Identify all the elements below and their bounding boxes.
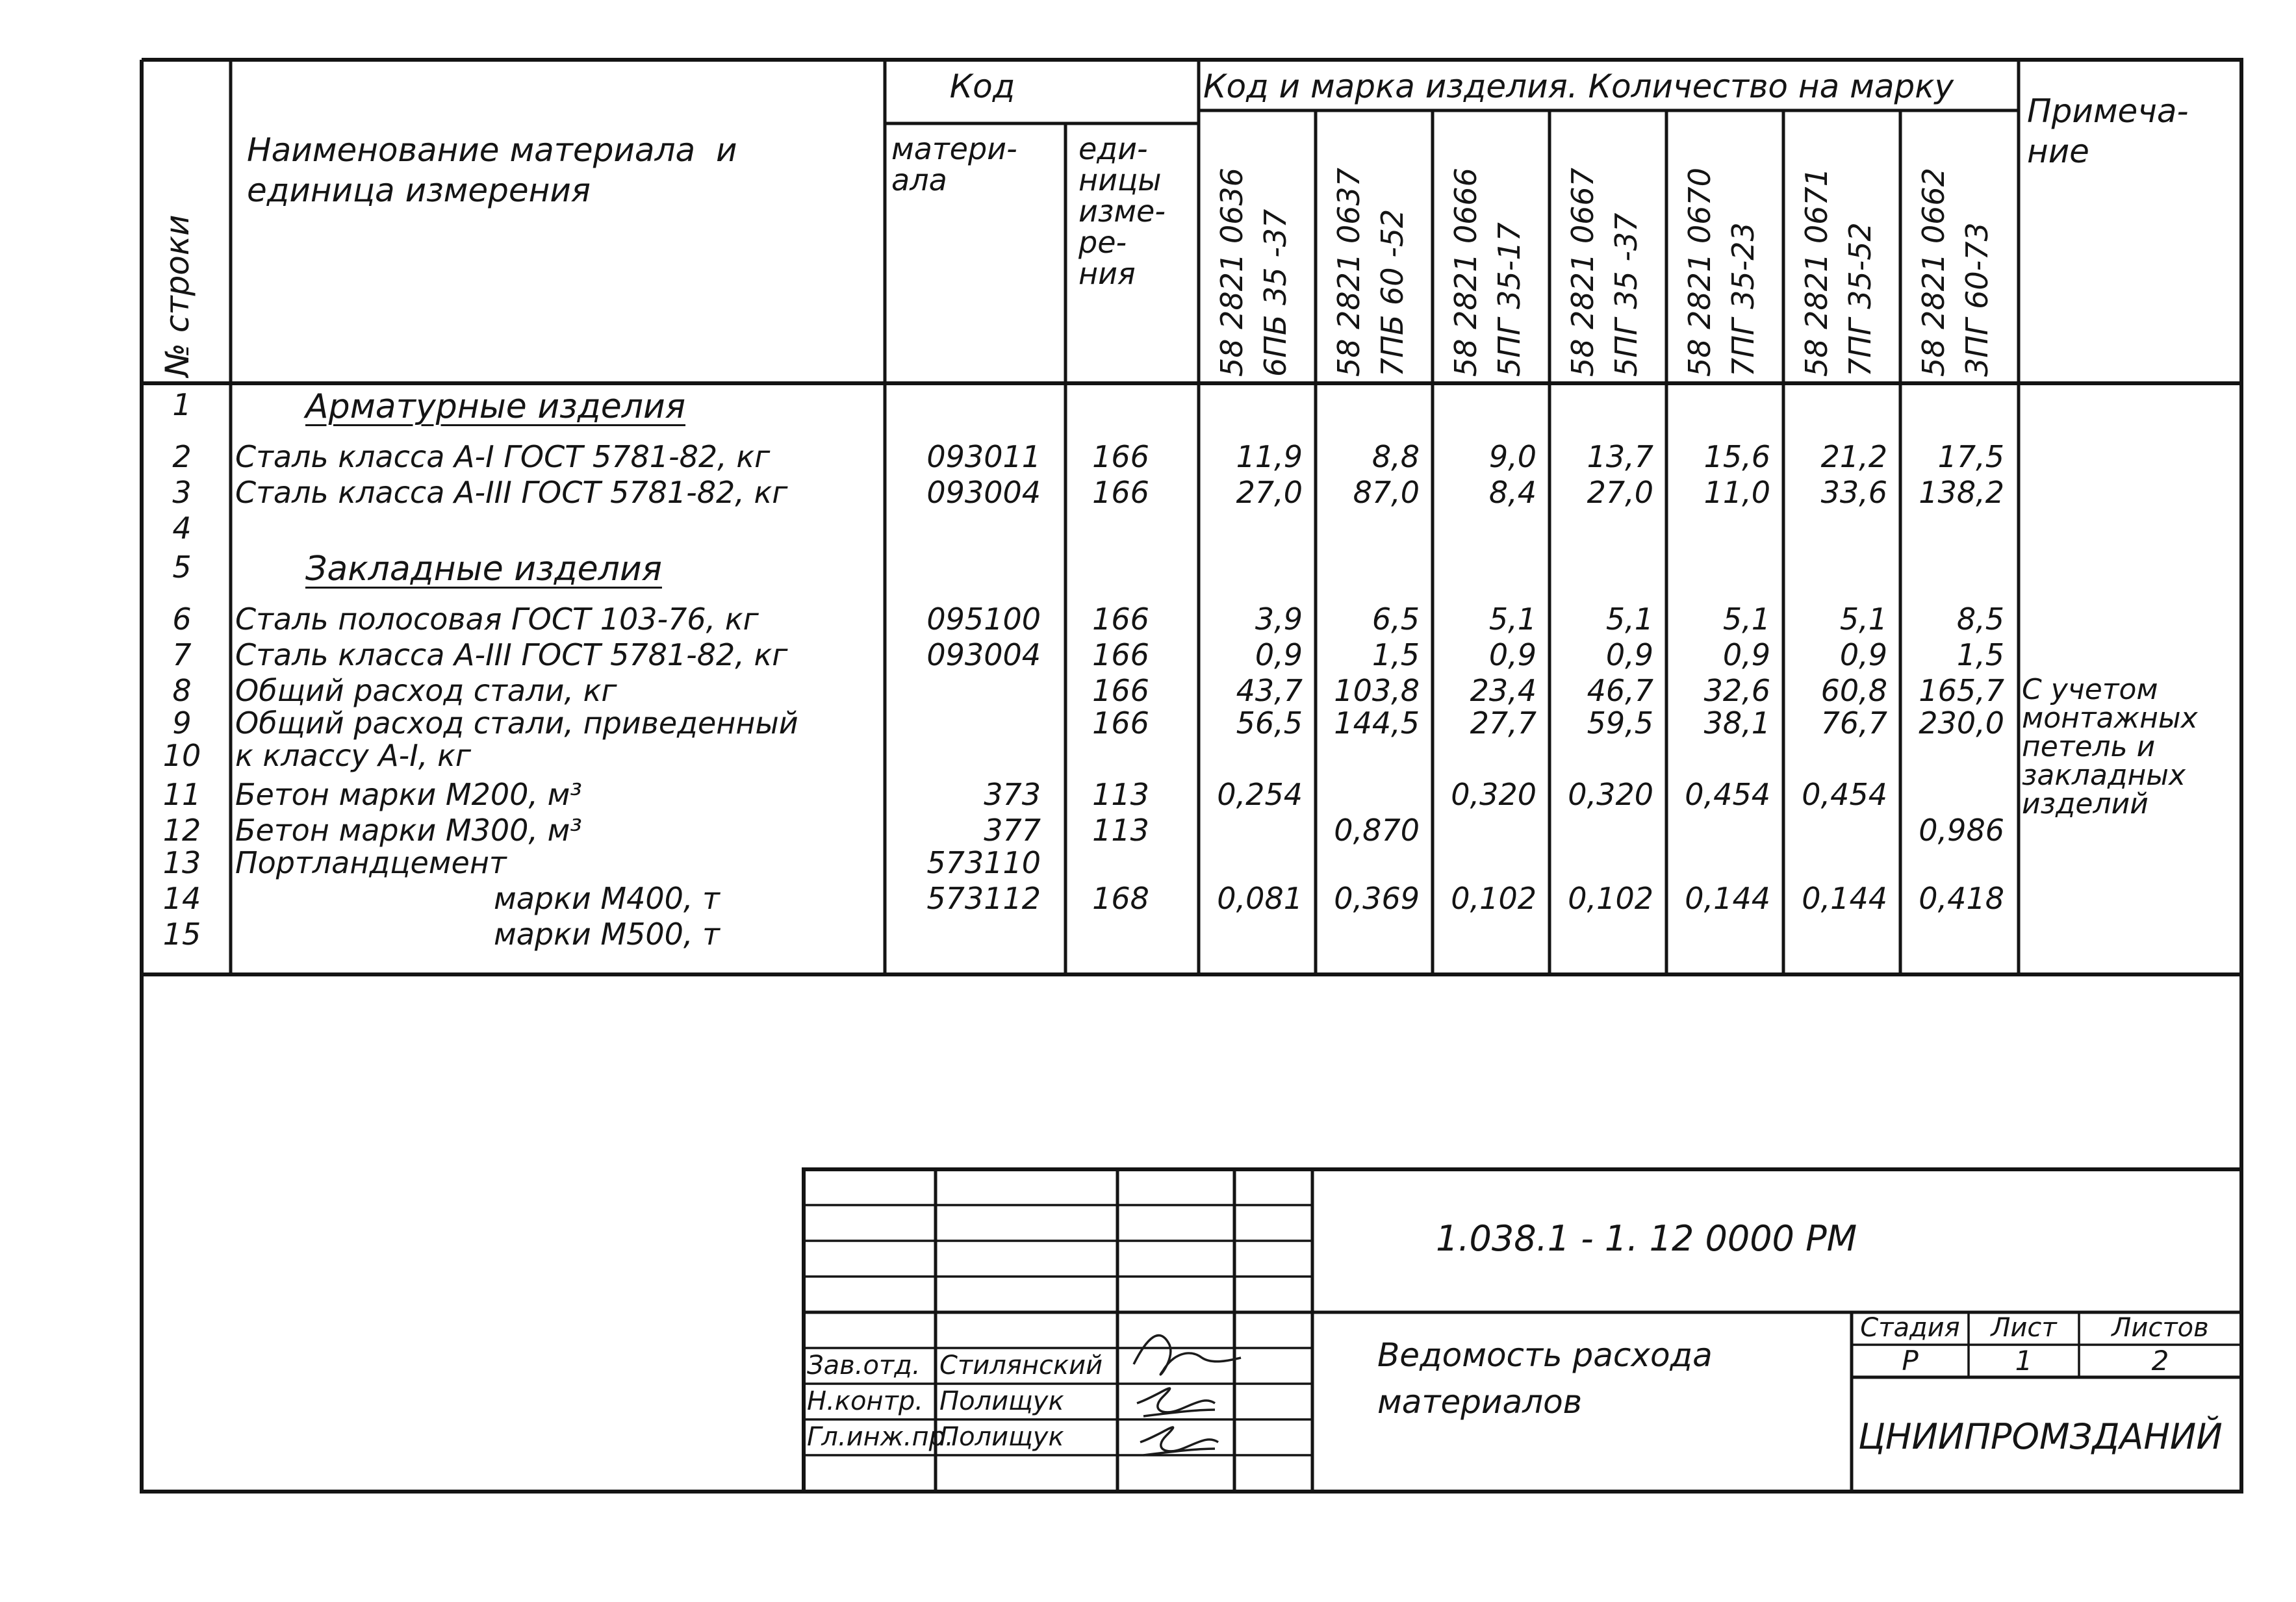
quantity-cell: 32,6	[1703, 673, 1770, 708]
mark-code-7: 58 2821 0662	[1916, 168, 1951, 377]
quantity-cell: 59,5	[1587, 706, 1653, 741]
stamp-role: Зав.отд.	[807, 1351, 921, 1380]
quantity-cell: 5,1	[1839, 602, 1887, 637]
row-number: 12	[162, 813, 201, 848]
quantity-cell: 5,1	[1722, 602, 1770, 637]
org-name: ЦНИИПРОМЗДАНИЙ	[1858, 1416, 2223, 1457]
quantity-cell: 21,2	[1820, 439, 1887, 474]
unit-code: 113	[1092, 777, 1149, 812]
mark-name-5: 7ПГ 35-23	[1726, 222, 1761, 377]
row-number: 14	[162, 881, 201, 916]
row-number: 2	[172, 439, 192, 474]
unit-code: 166	[1092, 439, 1149, 474]
material-code: 095100	[926, 602, 1041, 637]
quantity-cell: 0,081	[1217, 881, 1303, 916]
sheet-value: 1	[2015, 1345, 2033, 1377]
header-name: Наименование материала и единица измерения	[247, 131, 737, 209]
sheet-label: Лист	[1991, 1313, 2057, 1343]
quantity-cell: 3,9	[1255, 602, 1303, 637]
stamp-role: Н.контр.	[807, 1386, 923, 1416]
row-number: 8	[172, 673, 192, 708]
quantity-cell: 0,418	[1919, 881, 2004, 916]
quantity-cell: 0,102	[1568, 881, 1653, 916]
header-marks-title: Код и марка изделия. Количество на марку	[1203, 68, 1954, 105]
quantity-cell: 15,6	[1703, 439, 1770, 474]
quantity-cell: 43,7	[1236, 673, 1303, 708]
mark-name-2: 7ПБ 60 -52	[1375, 209, 1410, 377]
quantity-cell: 13,7	[1587, 439, 1653, 474]
quantity-cell: 0,9	[1839, 637, 1887, 672]
quantity-cell: 38,1	[1703, 706, 1770, 741]
quantity-cell: 8,4	[1488, 475, 1537, 510]
row-name: марки М500, т	[494, 917, 720, 952]
stamp-person-name: Стилянский	[939, 1351, 1103, 1380]
header-row-no: № строки	[159, 214, 196, 377]
quantity-cell: 60,8	[1820, 673, 1887, 708]
unit-code: 166	[1092, 673, 1149, 708]
section-title: Закладные изделия	[305, 550, 662, 589]
stage-value: Р	[1902, 1345, 1919, 1377]
row-number: 10	[162, 738, 201, 773]
quantity-cell: 0,870	[1334, 813, 1420, 848]
row-number: 15	[162, 917, 201, 952]
unit-code: 166	[1092, 706, 1149, 741]
mark-code-6: 58 2821 0671	[1799, 168, 1834, 377]
quantity-cell: 5,1	[1488, 602, 1537, 637]
quantity-cell: 0,144	[1685, 881, 1770, 916]
quantity-cell: 138,2	[1919, 475, 2004, 510]
quantity-cell: 56,5	[1236, 706, 1303, 741]
row-name: к классу А-I, кг	[235, 738, 472, 773]
stamp-person-name: Полищук	[939, 1386, 1064, 1416]
quantity-cell: 0,369	[1334, 881, 1420, 916]
row-name: марки М400, т	[494, 881, 720, 916]
material-code: 377	[984, 813, 1041, 848]
row-name: Общий расход стали, приведенный	[235, 706, 798, 741]
quantity-cell: 76,7	[1820, 706, 1887, 741]
stamp-person-name: Полищук	[939, 1422, 1064, 1452]
quantity-cell: 0,9	[1605, 637, 1653, 672]
doc-title: Ведомость расхода материалов	[1377, 1336, 1713, 1421]
note-text: С учетом монтажных петель и закладных изделий	[2022, 673, 2198, 820]
quantity-cell: 0,9	[1255, 637, 1303, 672]
header-code: Код	[949, 68, 1015, 105]
section-title: Арматурные изделия	[305, 387, 686, 426]
quantity-cell: 144,5	[1334, 706, 1420, 741]
quantity-cell: 0,144	[1802, 881, 1887, 916]
quantity-cell: 27,0	[1587, 475, 1653, 510]
mark-code-1: 58 2821 0636	[1214, 168, 1249, 377]
quantity-cell: 1,5	[1371, 637, 1420, 672]
sheets-label: Листов	[2111, 1313, 2209, 1343]
quantity-cell: 0,9	[1722, 637, 1770, 672]
row-name: Бетон марки М300, м³	[235, 813, 582, 848]
material-code: 573110	[926, 845, 1041, 880]
quantity-cell: 165,7	[1919, 673, 2004, 708]
quantity-cell: 0,320	[1451, 777, 1537, 812]
row-number: 3	[172, 475, 192, 510]
mark-name-4: 5ПГ 35 -37	[1609, 212, 1644, 377]
quantity-cell: 0,9	[1488, 637, 1537, 672]
material-code: 573112	[926, 881, 1041, 916]
mark-name-3: 5ПГ 35-17	[1492, 222, 1527, 377]
quantity-cell: 87,0	[1353, 475, 1420, 510]
quantity-cell: 8,5	[1956, 602, 2004, 637]
header-code-unit: еди- ницы изме- ре- ния	[1078, 131, 1166, 291]
stage-label: Стадия	[1860, 1313, 1960, 1343]
quantity-cell: 5,1	[1605, 602, 1653, 637]
quantity-cell: 46,7	[1587, 673, 1653, 708]
material-code: 093004	[926, 637, 1041, 672]
quantity-cell: 0,320	[1568, 777, 1653, 812]
mark-code-4: 58 2821 0667	[1565, 168, 1600, 377]
quantity-cell: 0,454	[1685, 777, 1770, 812]
unit-code: 113	[1092, 813, 1149, 848]
header-code-material: матери- ала	[891, 131, 1017, 197]
mark-name-6: 7ПГ 35-52	[1843, 222, 1878, 377]
quantity-cell: 0,254	[1217, 777, 1303, 812]
mark-code-5: 58 2821 0670	[1682, 168, 1717, 377]
mark-code-2: 58 2821 0637	[1331, 168, 1366, 377]
row-number: 7	[172, 637, 192, 672]
row-number: 13	[162, 845, 201, 880]
quantity-cell: 0,986	[1919, 813, 2004, 848]
row-name: Сталь класса А-III ГОСТ 5781-82, кг	[235, 475, 788, 510]
quantity-cell: 1,5	[1956, 637, 2004, 672]
quantity-cell: 33,6	[1820, 475, 1887, 510]
row-name: Бетон марки М200, м³	[235, 777, 582, 812]
unit-code: 166	[1092, 602, 1149, 637]
row-name: Сталь полосовая ГОСТ 103-76, кг	[235, 602, 759, 637]
row-number: 4	[172, 511, 192, 546]
quantity-cell: 11,0	[1703, 475, 1770, 510]
quantity-cell: 11,9	[1236, 439, 1303, 474]
quantity-cell: 27,7	[1470, 706, 1537, 741]
row-name: Сталь класса А-I ГОСТ 5781-82, кг	[235, 439, 771, 474]
quantity-cell: 23,4	[1470, 673, 1537, 708]
quantity-cell: 0,102	[1451, 881, 1537, 916]
quantity-cell: 8,8	[1371, 439, 1420, 474]
mark-code-3: 58 2821 0666	[1448, 168, 1483, 377]
row-number: 6	[172, 602, 192, 637]
sheets-value: 2	[2151, 1345, 2169, 1377]
row-name: Сталь класса А-III ГОСТ 5781-82, кг	[235, 637, 788, 672]
material-code: 373	[984, 777, 1041, 812]
row-number: 1	[172, 387, 192, 422]
header-note: Примеча- ние	[2027, 92, 2189, 170]
row-number: 9	[172, 706, 192, 741]
material-code: 093011	[926, 439, 1041, 474]
mark-name-7: 3ПГ 60-73	[1959, 222, 1995, 377]
unit-code: 166	[1092, 475, 1149, 510]
quantity-cell: 0,454	[1802, 777, 1887, 812]
quantity-cell: 230,0	[1919, 706, 2004, 741]
quantity-cell: 17,5	[1937, 439, 2004, 474]
doc-code: 1.038.1 - 1. 12 0000 РМ	[1436, 1218, 1857, 1259]
stamp-role: Гл.инж.пр.	[807, 1422, 954, 1452]
quantity-cell: 27,0	[1236, 475, 1303, 510]
row-name: Общий расход стали, кг	[235, 673, 617, 708]
unit-code: 168	[1092, 881, 1149, 916]
quantity-cell: 103,8	[1334, 673, 1420, 708]
mark-name-1: 6ПБ 35 -37	[1258, 209, 1293, 377]
material-code: 093004	[926, 475, 1041, 510]
row-number: 11	[162, 777, 201, 812]
quantity-cell: 9,0	[1488, 439, 1537, 474]
row-number: 5	[172, 550, 192, 585]
row-name: Портландцемент	[235, 845, 507, 880]
quantity-cell: 6,5	[1371, 602, 1420, 637]
unit-code: 166	[1092, 637, 1149, 672]
